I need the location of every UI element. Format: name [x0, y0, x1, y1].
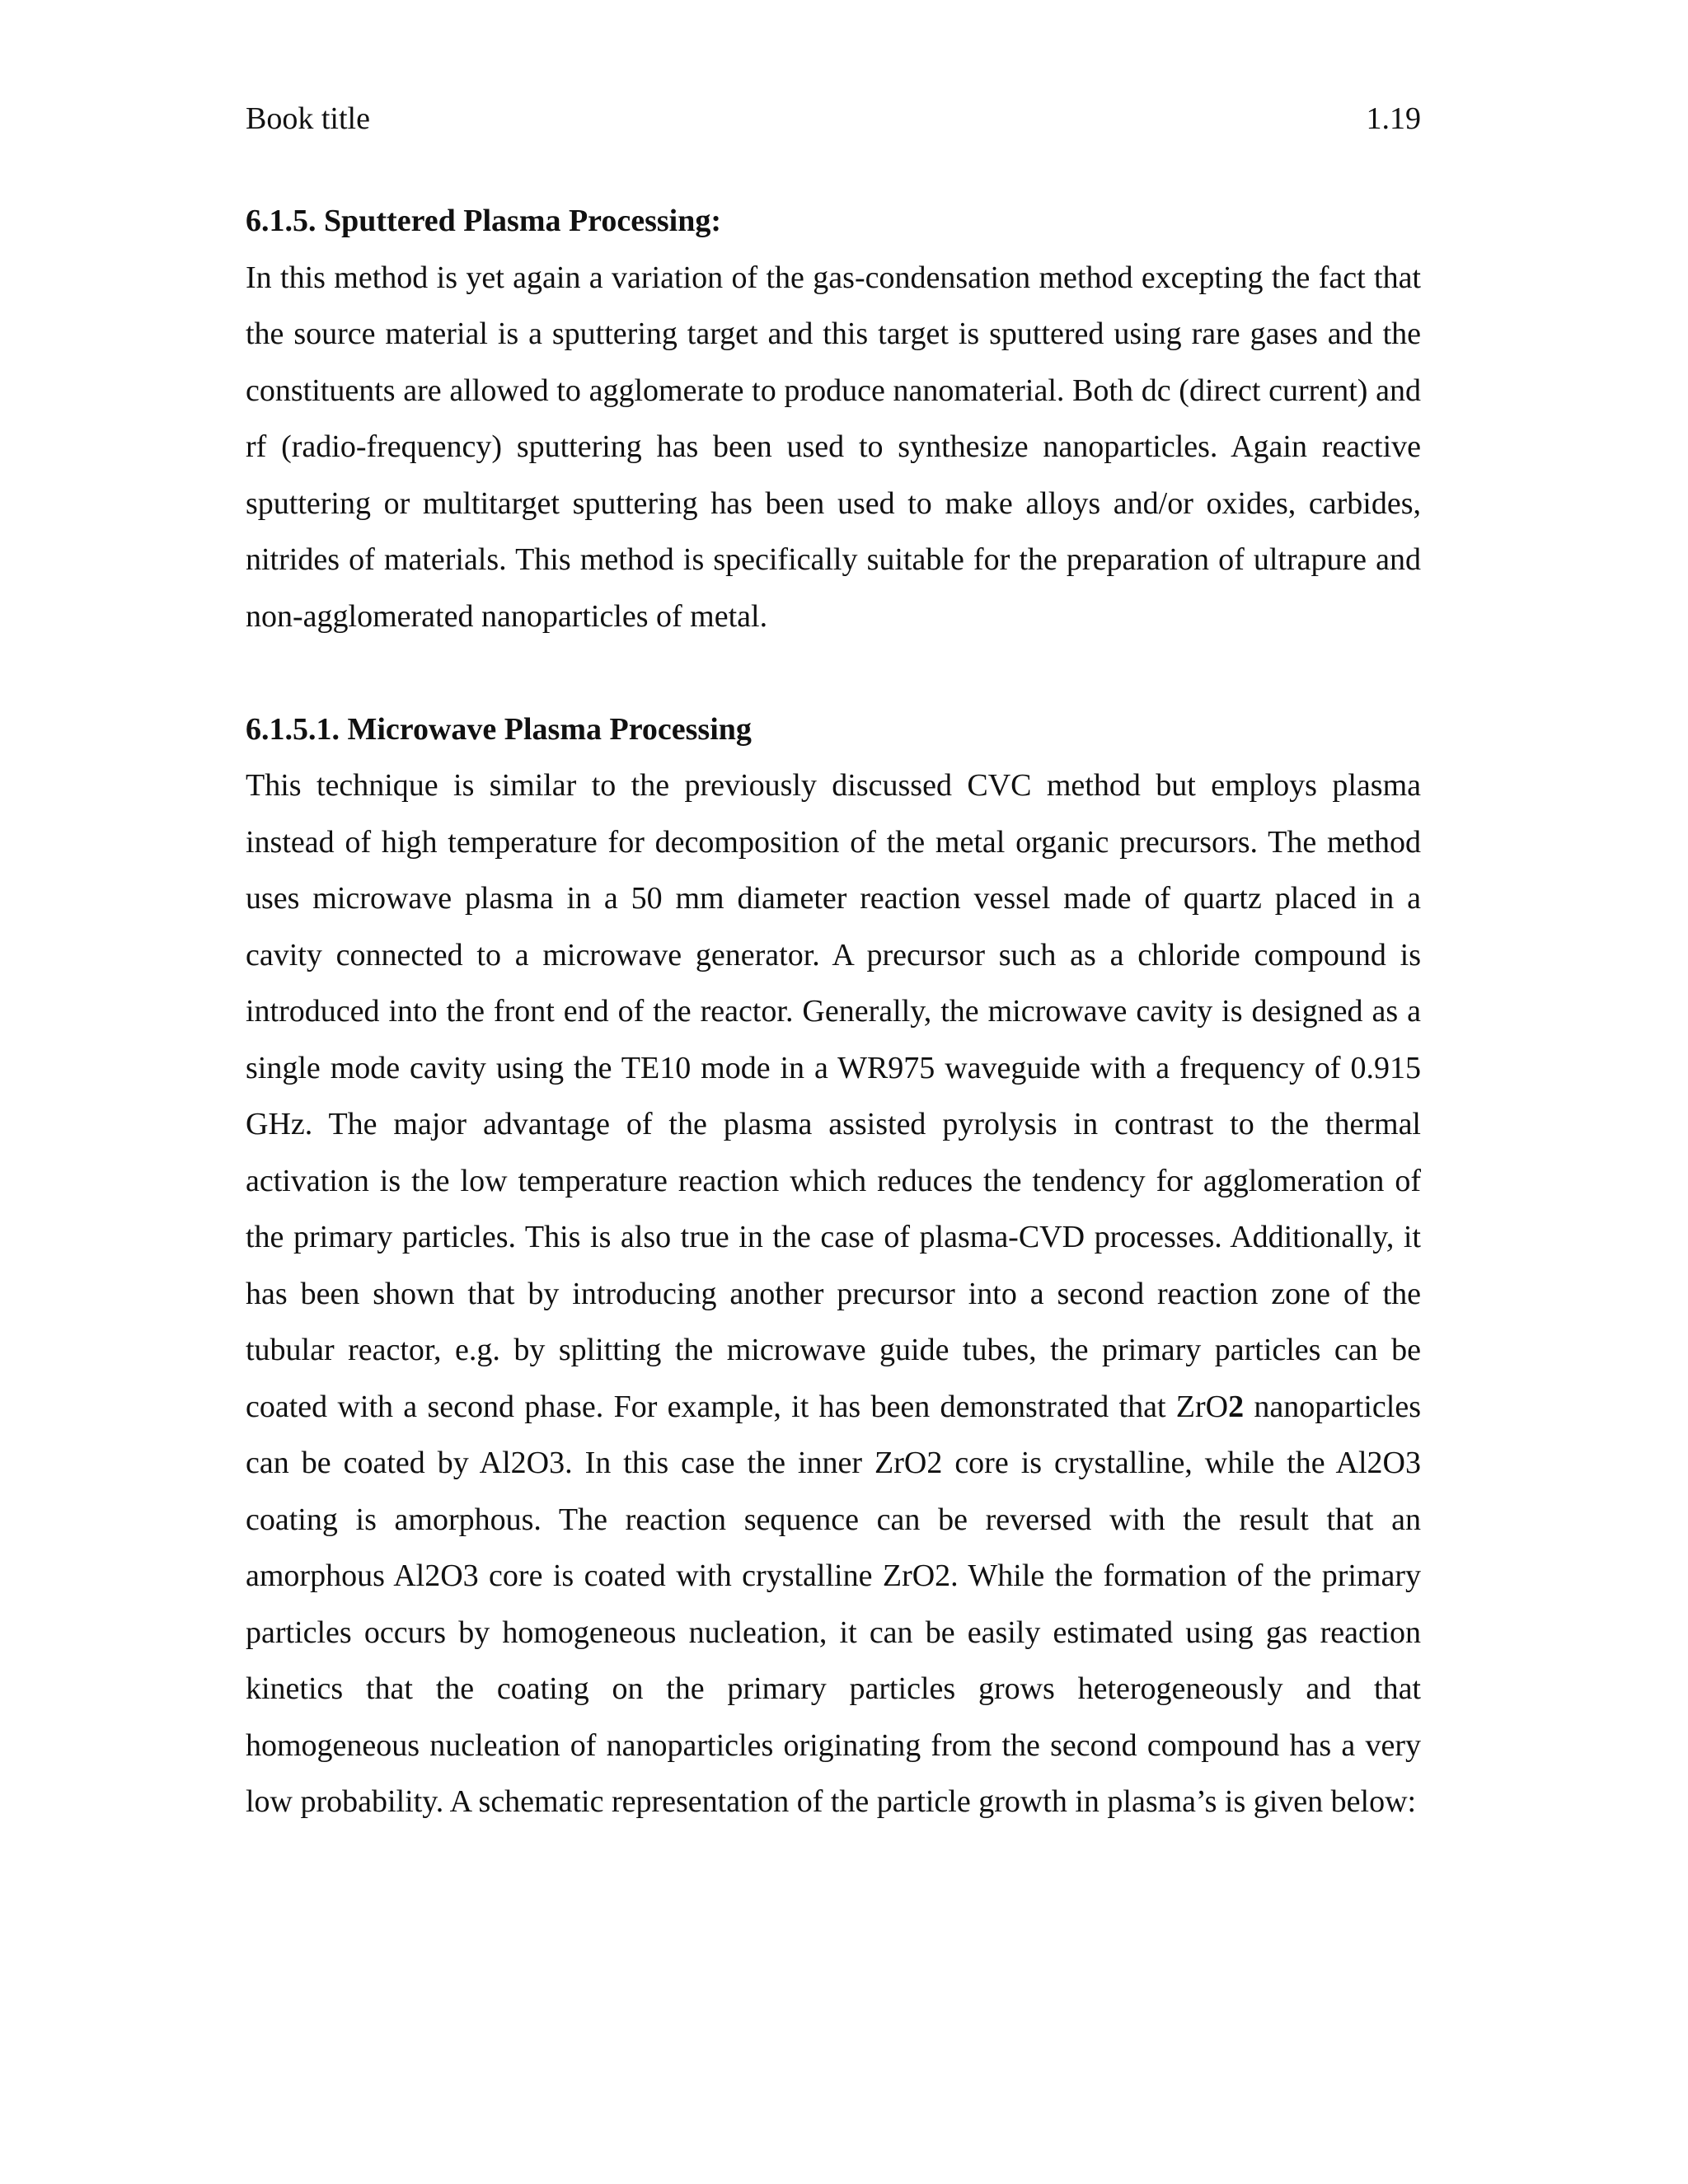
paragraph-text-part-2: nanoparticles can be coated by Al2O3. In this case the inner ZrO2 core is crystalline, while the Al2O3 coating is amorphous. The reaction sequence can be reversed with the result that an amorphous Al2O3 core is coated with crystalline ZrO2. While the formation of the primary particles occurs by homogeneous nucleation, it can be easily estimated using gas reaction kinetics that the coating on the primary particles grows heterogeneously and that homogeneous nucleation of nanoparticles originating from the second compound has a very low probability. A schematic representation of the particle growth in plasma’s is given below:	[246, 1389, 1421, 1819]
paragraph-sputtered-plasma: In this method is yet again a variation of the gas-condensation method excepting the fact that the source material is a sputtering target and this target is sputtered using rare gases and the constituents are allowed to agglomerate to produce nanomaterial. Both dc (direct current) and rf (radio-frequency) sputtering has been used to synthesize nanoparticles. Again reactive sputtering or multitarget sputtering has been used to make alloys and/or oxides, carbides, nitrides of materials. This method is specifically suitable for the preparation of ultrapure and non-agglomerated nanoparticles of metal.	[246, 260, 1421, 634]
formula-prefix: ZrO	[1175, 1389, 1229, 1424]
paragraph-microwave-plasma	[246, 757, 1421, 1830]
page-number: 1.19	[1366, 101, 1421, 136]
book-title: Book title	[246, 101, 370, 136]
section-spacer	[246, 644, 1421, 701]
running-header	[246, 96, 1421, 142]
page-content	[246, 193, 1421, 1830]
document-page	[246, 0, 1421, 2184]
section-heading-microwave-plasma: 6.1.5.1. Microwave Plasma Processing	[246, 711, 752, 747]
section-heading-sputtered-plasma: 6.1.5. Sputtered Plasma Processing:	[246, 204, 722, 238]
paragraph-text-part-1: This technique is similar to the previously discussed CVC method but employs plasma instead of high temperature for decomposition of the metal organic precursors. The method uses microwave plasma in a 50 mm diameter reaction vessel made of quartz placed in a cavity connected to a microwave generator. A precursor such as a chloride compound is introduced into the front end of the reactor. Generally, the microwave cavity is designed as a single mode cavity using the TE10 mode in a WR975 waveguide with a frequency of 0.915 GHz. The major advantage of the plasma assisted pyrolysis in contrast to the thermal activation is the low temperature reaction which reduces the tendency for agglomeration of the primary particles. This is also true in the case of plasma-CVD processes. Additionally, it has been shown that by introducing another precursor into a second reaction zone of the tubular reactor, e.g. by splitting the microwave guide tubes, the primary particles can be coated with a second phase. For example, it has been demonstrated that	[246, 768, 1421, 1424]
formula-bold-digit: 2	[1228, 1389, 1245, 1424]
